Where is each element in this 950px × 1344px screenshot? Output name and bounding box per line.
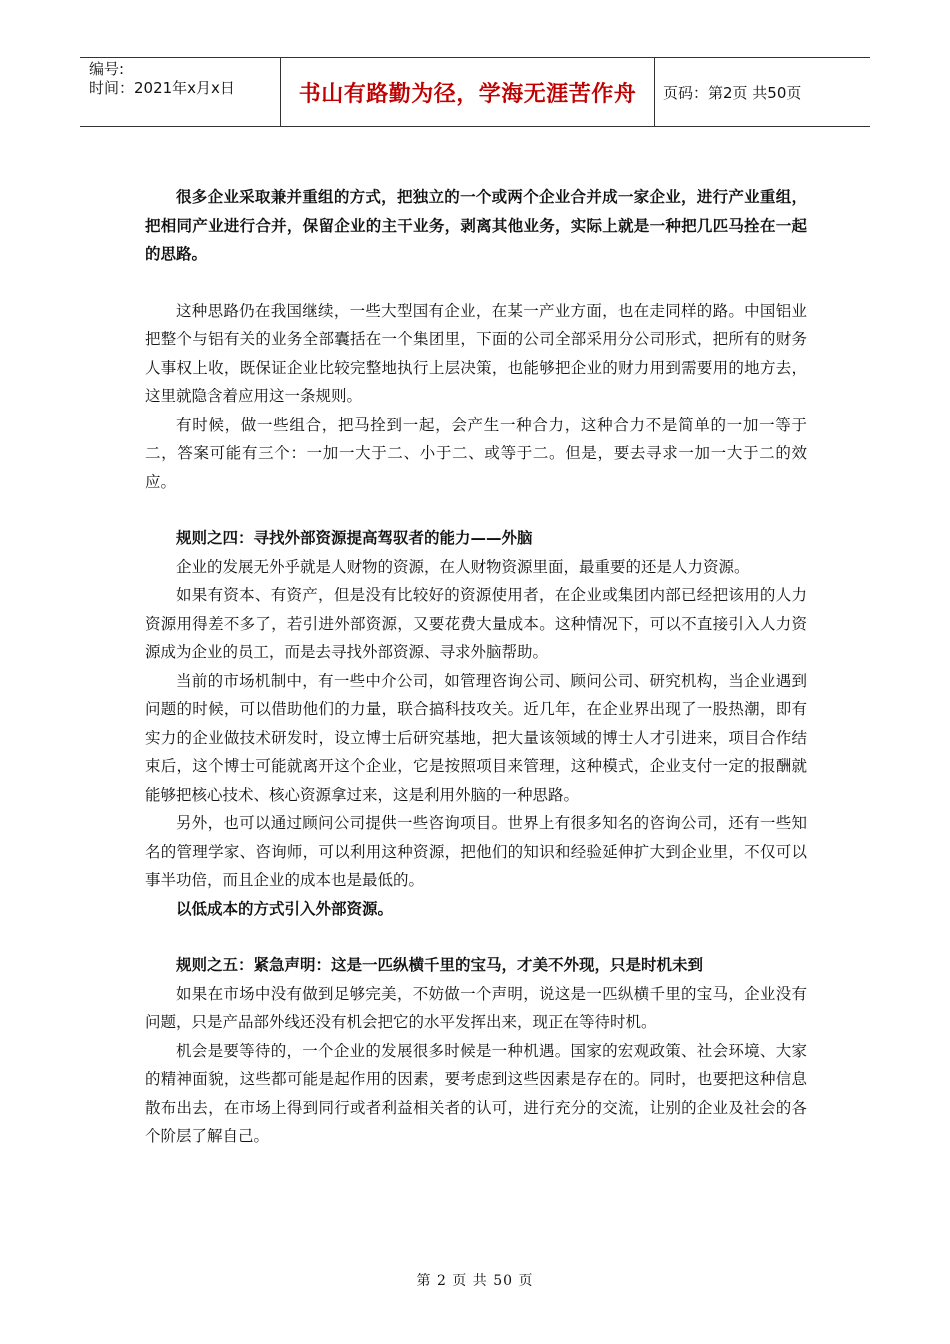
header-page-info: 页码：第2页 共50页 (663, 83, 802, 102)
paragraph: 机会是要等待的，一个企业的发展很多时候是一种机遇。国家的宏观政策、社会环境、大家的精神面貌，这些都可能是起作用的因素，要考虑到这些因素是存在的。同时，也要把这种信息散布出去，在市场上得到同行或者利益相关者的认可，进行充分的交流，让别的企业及社会的各个阶层了解自己。 (145, 1041, 807, 1145)
paragraph: 当前的市场机制中，有一些中介公司，如管理咨询公司、顾问公司、研究机构，当企业遇到问题的时候，可以借助他们的力量，联合搞科技攻关。近几年，在企业界出现了一股热潮，即有实力的企业做技术研发时，设立博士后研究基地，把大量该领域的博士人才引进来，项目合作结束后，这个博士可能就离开这个企业，它是按照项目来管理，这种模式，企业支付一定的报酬就能够把核心技术、核心资源拿过来，这是利用外脑的一种思路。 (145, 671, 807, 804)
header-meta (80, 58, 281, 126)
page-footer: 第 2 页 共 50 页 (416, 1273, 534, 1289)
time-label: 时间：2021年x月x日 (89, 79, 235, 97)
paragraph: 如果在市场中没有做到足够完美，不妨做一个声明，说这是一匹纵横千里的宝马，企业没有问题，只是产品部外线还没有机会把它的水平发挥出来，现正在等待时机。 (145, 984, 807, 1031)
paragraph: 这种思路仍在我国继续，一些大型国有企业，在某一产业方面，也在走同样的路。中国铝业把整个与铝有关的业务全部囊括在一个集团里，下面的公司全部采用分公司形式，把所有的财务人事权上收，既保证企业比较完整地执行上层决策，也能够把企业的财力用到需要用的地方去，这里就隐含着应用这一条规则。 (145, 301, 807, 405)
paragraph: 企业的发展无外乎就是人财物的资源，在人财物资源里面，最重要的还是人力资源。 (176, 557, 750, 576)
section-heading: 规则之四：寻找外部资源提高驾驭者的能力——外脑 (176, 529, 533, 547)
section-heading: 规则之五：紧急声明：这是一匹纵横千里的宝马，才美不外现，只是时机未到 (176, 956, 704, 974)
paragraph: 如果有资本、有资产，但是没有比较好的资源使用者，在企业或集团内部已经把该用的人力资源用得差不多了，若引进外部资源，又要花费大量成本。这种情况下，可以不直接引入人力资源成为企业的员工，而是去寻找外部资源、寻求外脑帮助。 (145, 586, 807, 661)
paragraph: 以低成本的方式引入外部资源。 (176, 899, 394, 918)
header-table (80, 57, 870, 127)
paragraph: 有时候，做一些组合，把马拴到一起，会产生一种合力，这种合力不是简单的一加一等于二，答案可能有三个：一加一大于二、小于二、或等于二。但是，要去寻求一加一大于二的效应。 (145, 415, 807, 491)
paragraph: 很多企业采取兼并重组的方式，把独立的一个或两个企业合并成一家企业，进行产业重组，把相同产业进行合并，保留企业的主干业务，剥离其他业务，实际上就是一种把几匹马拴在一起的思路。 (145, 188, 807, 263)
document-body (145, 183, 807, 1151)
header-motto: 书山有路勤为径，学海无涯苦作舟 (281, 58, 655, 126)
paragraph: 另外，也可以通过顾问公司提供一些咨询项目。世界上有很多知名的咨询公司，还有一些知名的管理学家、咨询师，可以利用这种资源，把他们的知识和经验延伸扩大到企业里，不仅可以事半功倍，而且企业的成本也是最低的。 (145, 814, 807, 889)
number-label: 编号: (89, 60, 125, 78)
